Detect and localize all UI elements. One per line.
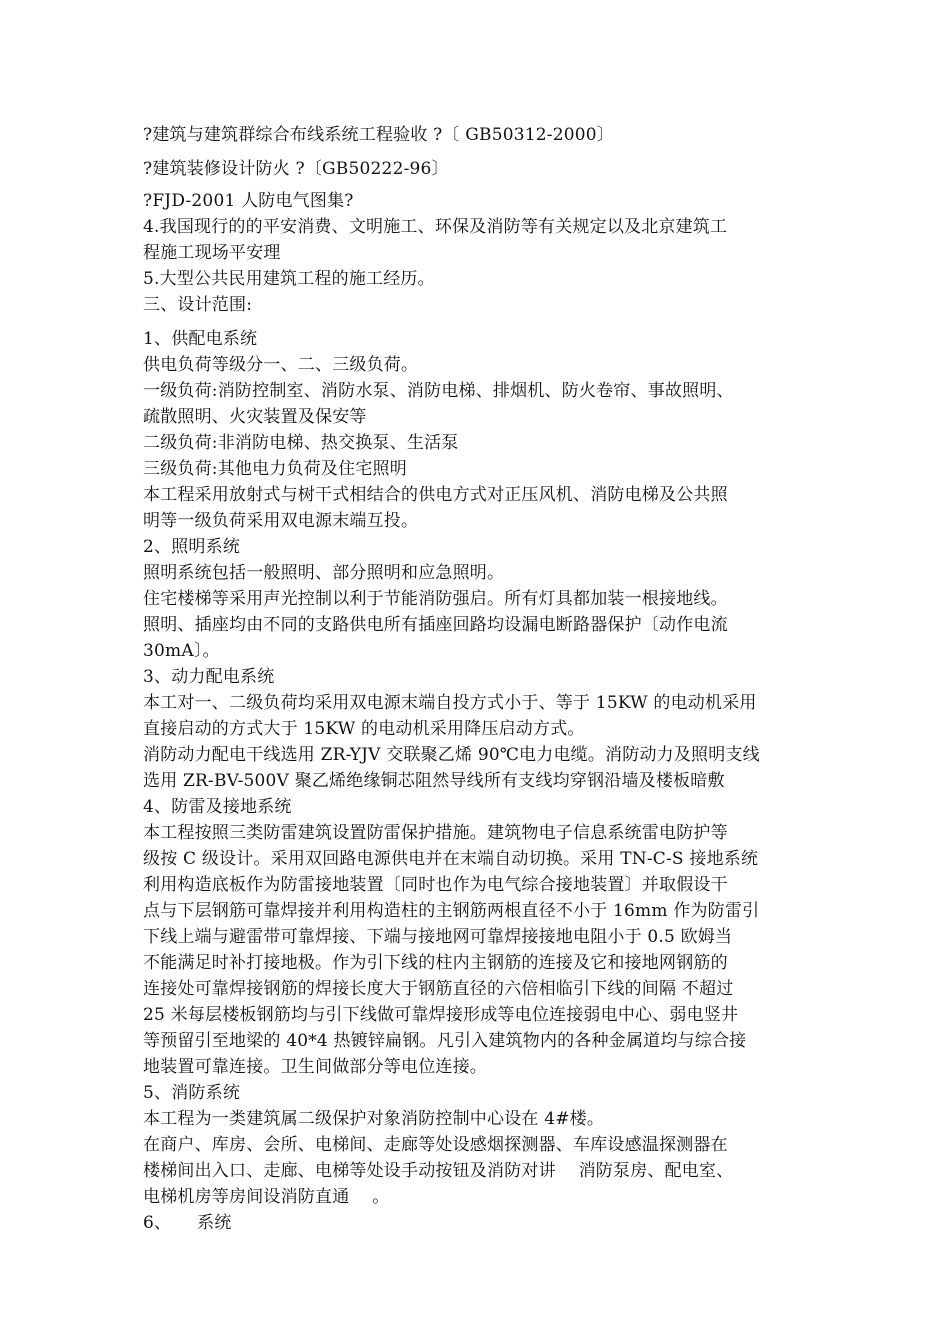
text-line: 照明系统包括一般照明、部分照明和应急照明。: [143, 563, 505, 583]
text-line: 供电负荷等级分一、二、三级负荷。: [143, 355, 419, 375]
text-line: 明等一级负荷采用双电源末端互投。: [143, 511, 419, 531]
text-line: ?建筑装修设计防火 ?〔GB50222-96〕: [143, 159, 449, 179]
text-line: 25 米每层楼板钢筋均与引下线做可靠焊接形成等电位连接弱电中心、弱电竖井: [143, 1005, 739, 1025]
text-line: 等预留引至地梁的 40*4 热镀锌扁钢。凡引入建筑物内的各种金属道均与综合接: [143, 1031, 747, 1051]
text-line: 点与下层钢筋可靠焊接并利用构造柱的主钢筋两根直径不小于 16mm 作为防雷引: [143, 901, 760, 921]
text-line: 本工程采用放射式与树干式相结合的供电方式对正压风机、消防电梯及公共照: [143, 485, 728, 505]
text-line: 消防动力配电干线选用 ZR-YJV 交联聚乙烯 90℃电力电缆。消防动力及照明支线: [143, 745, 760, 765]
text-line: 地装置可靠连接。卫生间做部分等电位连接。: [143, 1057, 487, 1077]
text-line: ?FJD-2001 人防电气图集?: [143, 191, 354, 211]
text-line: 三级负荷:其他电力负荷及住宅照明: [143, 459, 407, 479]
text-line: 本工程按照三类防雷建筑设置防雷保护措施。建筑物电子信息系统雷电防护等: [143, 823, 728, 843]
text-line: 下线上端与避雷带可靠焊接、下端与接地网可靠焊接接地电阻小于 0.5 欧姆当: [143, 927, 733, 947]
text-line: 一级负荷:消防控制室、消防水泵、消防电梯、排烟机、防火卷帘、事故照明、: [143, 381, 734, 401]
section-heading: 三、设计范围:: [143, 295, 253, 315]
text-line: 本工对一、二级负荷均采用双电源末端自投方式小于、等于 15KW 的电动机采用: [143, 693, 757, 713]
text-line: 5.大型公共民用建筑工程的施工经历。: [143, 269, 435, 289]
text-line: 本工程为一类建筑属二级保护对象消防控制中心设在 4#楼。: [143, 1109, 605, 1129]
text-line: 选用 ZR-BV-500V 聚乙烯绝缘铜芯阻然导线所有支线均穿钢沿墙及楼板暗敷: [143, 771, 725, 791]
text-line: 程施工现场平安理: [143, 243, 281, 263]
subsection-heading: 5、消防系统: [143, 1083, 241, 1103]
subsection-heading: 3、动力配电系统: [143, 667, 275, 687]
text-line: 级按 C 级设计。采用双回路电源供电并在末端自动切换。采用 TN-C-S 接地系统: [143, 849, 759, 869]
text-line: 楼梯间出入口、走廊、电梯等处设手动按钮及消防对讲 消防泵房、配电室、: [143, 1161, 734, 1181]
subsection-heading: 4、防雷及接地系统: [143, 797, 292, 817]
text-line: 不能满足时补打接地极。作为引下线的柱内主钢筋的连接及它和接地网钢筋的: [143, 953, 728, 973]
text-line: ?建筑与建筑群综合布线系统工程验收 ?〔 GB50312-2000〕: [143, 125, 614, 145]
text-line: 连接处可靠焊接钢筋的焊接长度大于钢筋直径的六倍相临引下线的间隔 不超过: [143, 979, 734, 999]
subsection-heading: 2、照明系统: [143, 537, 241, 557]
subsection-heading: 6、 系统: [143, 1213, 232, 1233]
text-line: 住宅楼梯等采用声光控制以利于节能消防强启。所有灯具都加装一根接地线。: [143, 589, 728, 609]
text-line: 照明、插座均由不同的支路供电所有插座回路均设漏电断路器保护〔动作电流: [143, 615, 728, 635]
document-page: [143, 122, 823, 1236]
text-line: 电梯机房等房间设消防直通 。: [143, 1187, 390, 1207]
text-line: 4.我国现行的的平安消费、文明施工、环保及消防等有关规定以及北京建筑工: [143, 217, 728, 237]
text-line: 二级负荷:非消防电梯、热交换泵、生活泵: [143, 433, 459, 453]
text-line: 30mA〕。: [143, 641, 220, 661]
text-line: 疏散照明、火灾装置及保安等: [143, 407, 367, 427]
text-line: 直接启动的方式大于 15KW 的电动机采用降压启动方式。: [143, 719, 585, 739]
subsection-heading: 1、供配电系统: [143, 329, 258, 349]
text-line: 利用构造底板作为防雷接地装置〔同时也作为电气综合接地装置〕并取假设干: [143, 875, 728, 895]
text-line: 在商户、库房、会所、电梯间、走廊等处设感烟探测器、车库设感温探测器在: [143, 1135, 728, 1155]
